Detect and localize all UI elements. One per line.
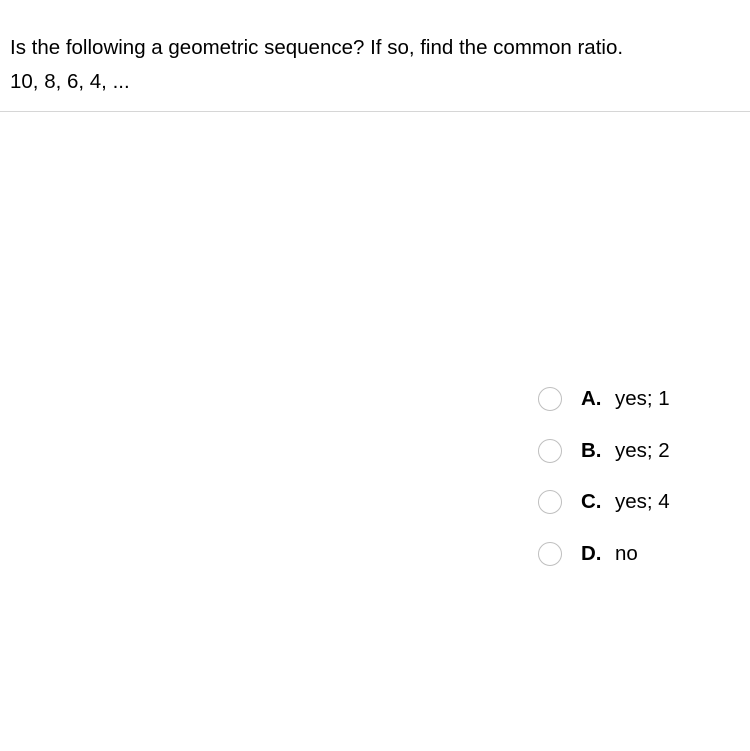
option-b-text: yes; 2 [615, 438, 670, 462]
option-b-letter: B. [581, 438, 602, 462]
option-c[interactable] [538, 488, 738, 516]
question-block [10, 31, 740, 99]
radio-button-d[interactable] [538, 542, 562, 566]
radio-button-c[interactable] [538, 490, 562, 514]
question-prompt: Is the following a geometric sequence? If so, find the common ratio. [10, 36, 624, 59]
option-d-text: no [615, 541, 638, 565]
radio-button-a[interactable] [538, 387, 562, 411]
option-d[interactable] [538, 540, 738, 568]
radio-button-b[interactable] [538, 439, 562, 463]
option-a[interactable] [538, 385, 738, 413]
option-d-letter: D. [581, 541, 602, 565]
option-a-letter: A. [581, 387, 602, 410]
option-c-letter: C. [581, 490, 602, 513]
divider [0, 111, 750, 112]
option-c-text: yes; 4 [615, 490, 670, 513]
option-a-text: yes; 1 [615, 387, 670, 410]
option-b[interactable] [538, 437, 738, 465]
answer-options [538, 385, 738, 591]
question-sequence: 10, 8, 6, 4, ... [10, 70, 130, 93]
